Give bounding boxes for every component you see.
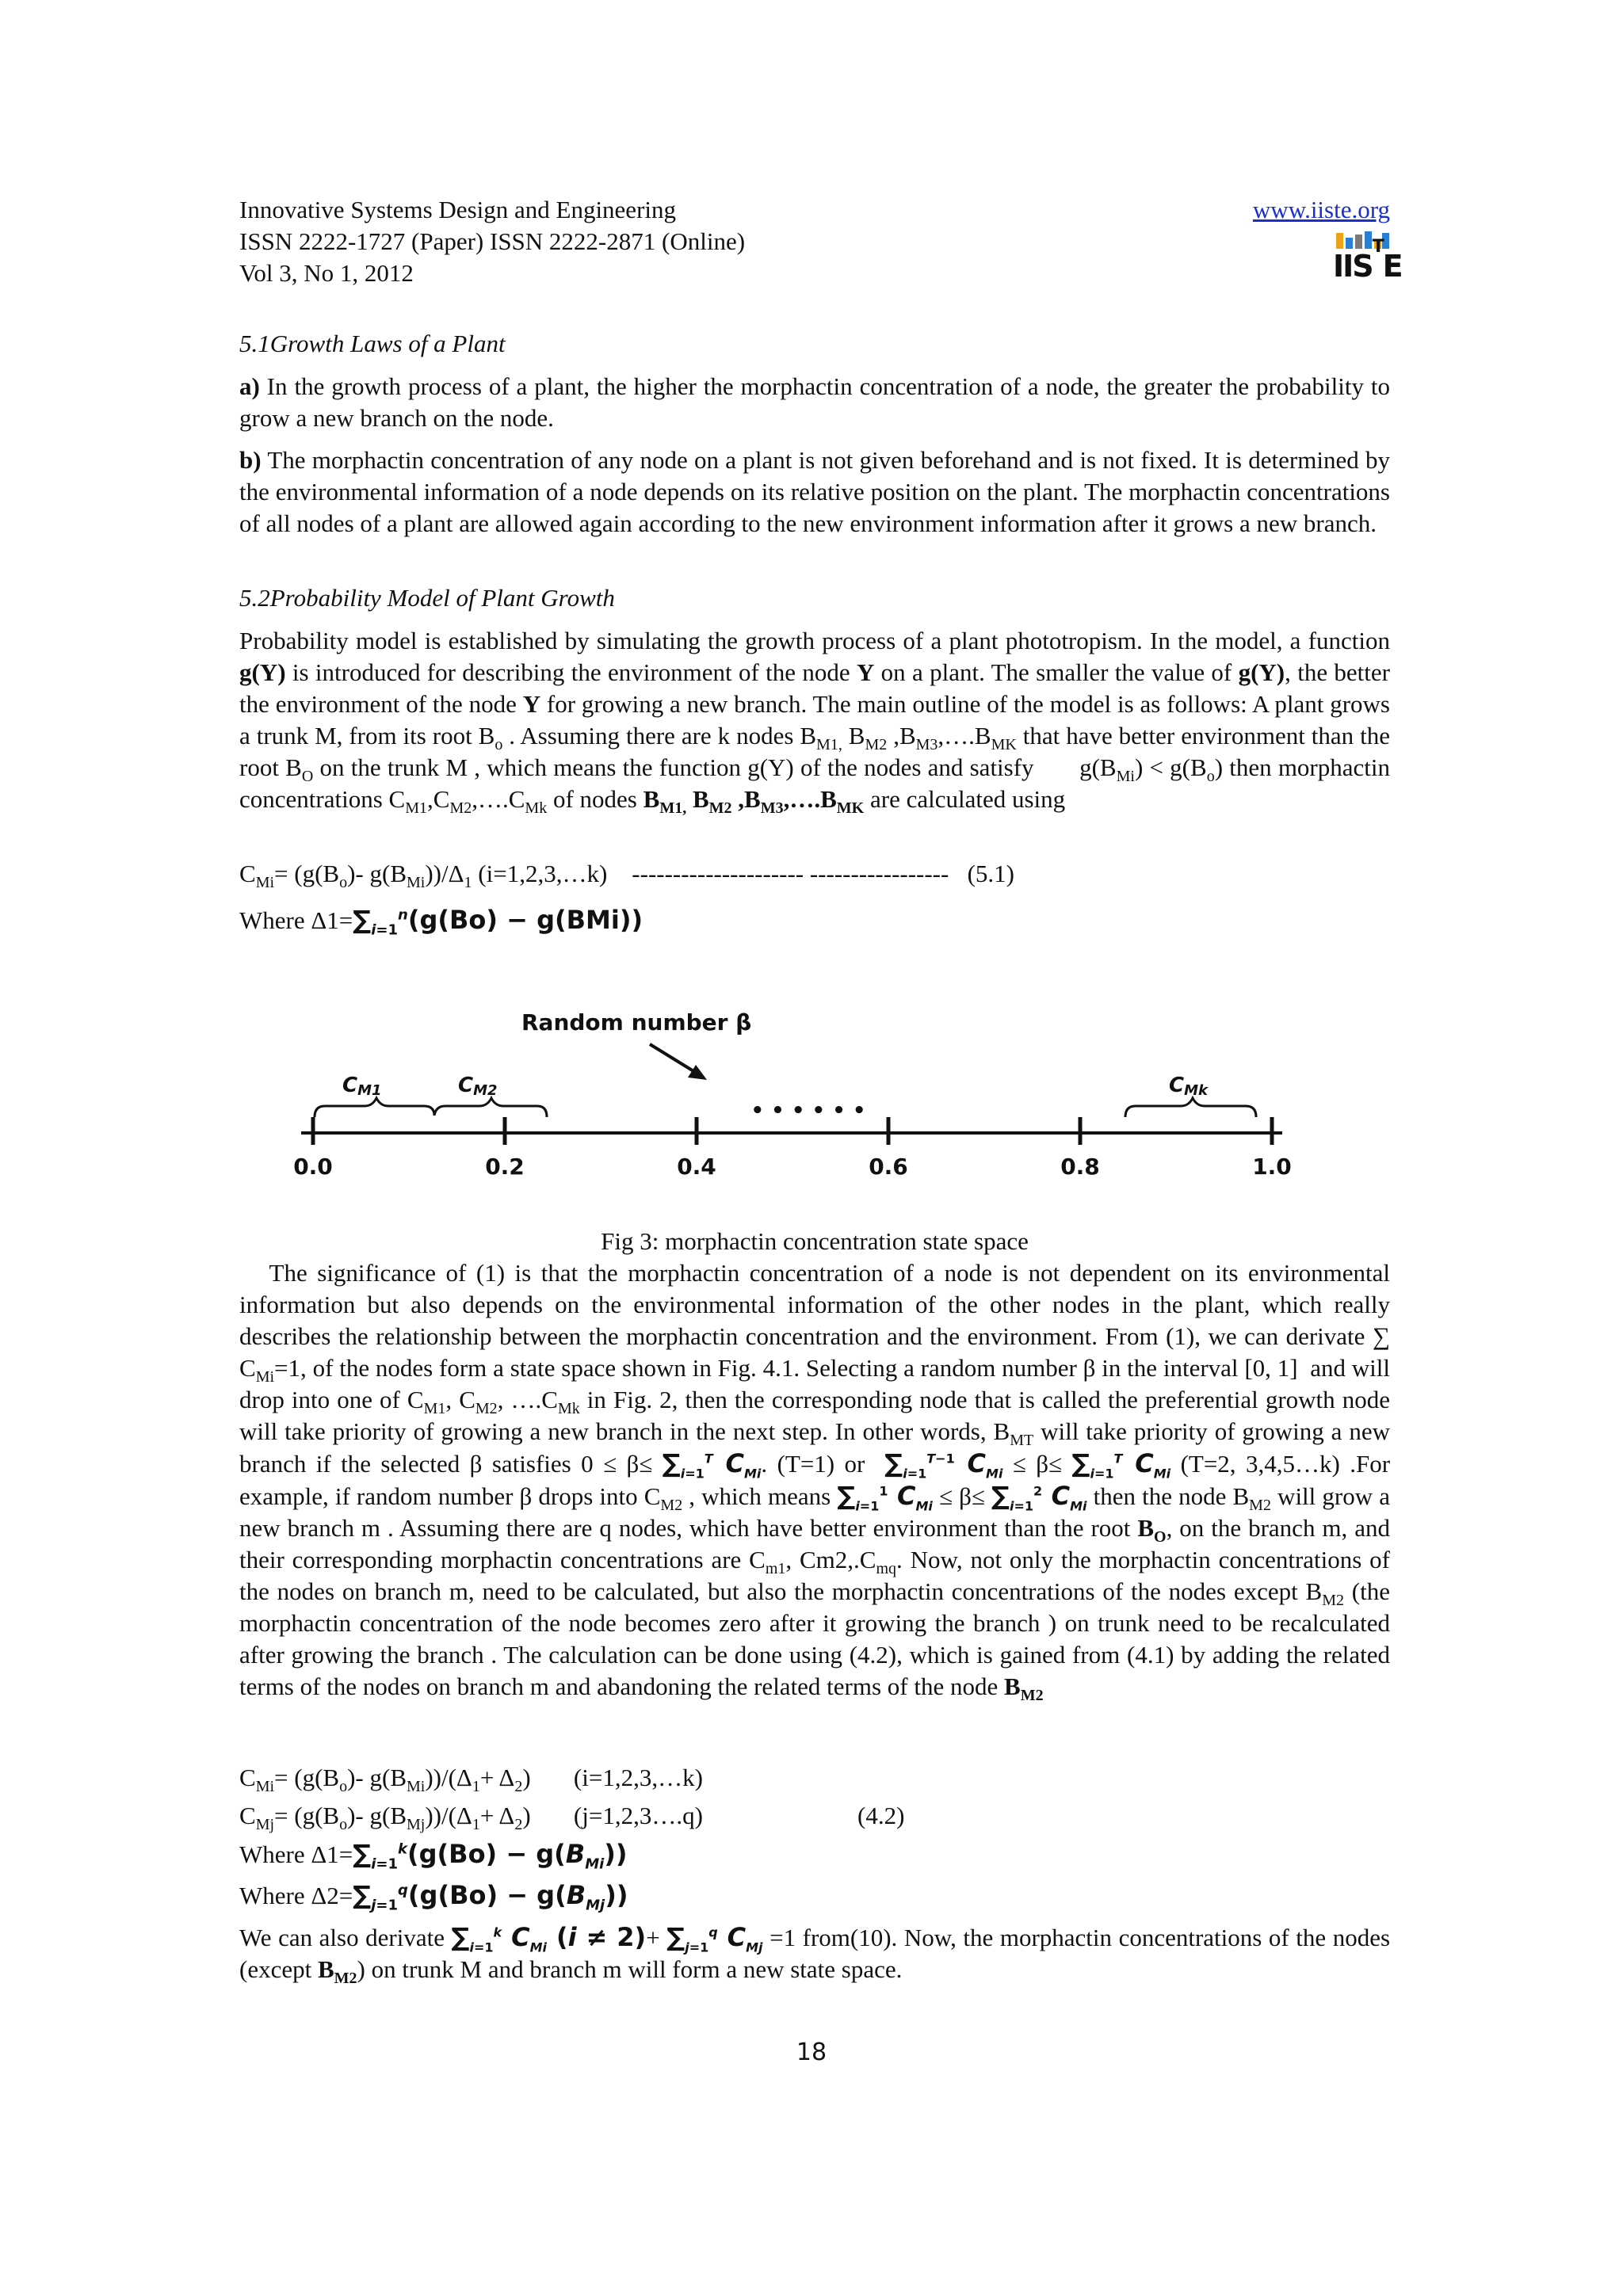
equation-4-2-line1: $C_{Mi}= (g(B_o)-$ $g(B_{Mi}))/(\Delta_1+ \Delta_2)$ (i=1,2,3,…k) [239,1764,703,1796]
brace-cm1 [315,1098,434,1117]
state-space-figure [269,998,1323,1204]
logo-wordmark: $IIS^TE$ [1333,237,1402,284]
journal-title: Innovative Systems Design and Engineering [239,196,677,223]
axis-tick-label: 0.2 [485,1154,525,1180]
cm2-label: CM2 [458,1074,498,1099]
equation-tag-4-2: (4.2) [857,1802,905,1829]
label-b: b) [239,446,262,474]
ellipsis-dots: • • • • • • [750,1099,866,1123]
equation-4-2-line2: $C_{Mj}= (g(B_o)-$ $g(B_{Mj}))/(\Delta_1+ \Delta_2)$ (j=1,2,3….q) (4.2) [239,1802,905,1834]
section-heading-5-2: 5.2Probability Model of Plant Growth [239,584,615,612]
sum-formula-delta1-k: $\sum_{i=1}^k(g(Bo) - g(B_{Mi}))$ [353,1839,628,1873]
paragraph-significance: The significance of (1) is that the morphactin concentration of a node is not dependent on its environmental information but also depends on the environmental information of the other nodes in the plant, which really describes the relationship between the morphactin concentration and the environment. From (1), we can derivate ∑ $C_{Mi}=1$, of the nodes form a state space shown in Fig. 4.1. Selecting a random number β in the interval [0, 1] and will drop into one of $C_{M1}$, $C_{M2}$, $\dots.C_{Mk}$ in Fig. 2, then the corresponding node that is called the preferential growth node will take priority of growing a new branch in the next step. In other words, $B_{MT}$ will take priority of growing a new branch if the selected β satisfies $0 \le \beta\le \sum_{i=1}^T$ $C_{Mi}$. (T=1) or $\sum_{i=1}^{T-1}$ $C_{Mi} \le \beta\le \sum_{i=1}^T$ $C_{Mi}$ (T=2, 3,4,5…k) .For example, if random number β drops into $C_{M2}$ , which means $\sum_{i=1}^1$ $C_{Mi} \le \beta\le \sum_{i=1}^2$ $C_{Mi}$ then the node $B_{M2}$ will grow a new branch m . Assuming there are q nodes, which have better environment than the root $B_O$, on the branch m, and their corresponding morphactin concentrations are $C_{m1}$, $Cm2,.C_{mq}$. Now, not only the morphactin concentrations of the nodes on branch m, need to be calculated, but also the morphactin concentrations of the nodes except $B_{M2}$ (the morphactin concentration of the node becomes zero after it growing the branch ) on trunk need to be recalculated after growing the branch . The calculation can be done using (4.2), which is gained from (4.1) by adding the related terms of the nodes on branch m and abandoning the related terms of the node $B_{M2}$ [239,1259,1391,1705]
axis-tick-label: 0.4 [677,1154,716,1180]
label-a: a) [239,372,260,400]
text-b: The morphactin concentration of any node on a plant is not given beforehand and is not fixed. It is determined by the environmental information of a node depends on its relative position on the plant. The morphactin concentrations of all nodes of a plant are allowed again according to the new environment information after it grows a new branch. [239,446,1390,537]
cmk-label: CMk [1169,1074,1208,1099]
brace-cm2 [434,1098,547,1117]
journal-url-link[interactable]: www.iiste.org [1252,196,1390,223]
sum-formula-delta1: $\sum_{i=1}^n(g(Bo) - g(BMi))$ [353,905,643,939]
arrow-head-icon [688,1065,707,1080]
page-number: 18 [796,2039,827,2066]
paragraph-model: Probability model is established by simulating the growth process of a plant phototropism. In the model, a function g(Y) is introduced for describing the environment of the node Y on a plant. The smaller the value of g(Y), the better the environment of the node Y for growing a new branch. The main outline of the model is as follows: A plant grows a trunk M, from its root $B_o$ . Assuming there are k nodes $B_{M1,}$ $B_{M2}$ $,B_{M3},\dots.B_{MK}$ that have better environment than the root $B_O$ on the trunk M , which means the function g(Y) of the nodes and satisfy $g(B_{Mi}) < g(B_o)$ then morphactin concentrations $C_{M1},C_{M2},\dots.C_{Mk}$ of nodes $B_{M1,}$ $B_{M2}$ $,B_{M3},\dots.B_{MK}$ are calculated using [239,627,1391,818]
where-delta1: Where $\Delta 1=\sum_{i=1}^n(g(Bo) - g(BMi))$ [239,905,643,939]
axis-tick-label: 0.8 [1060,1154,1100,1180]
brace-cmk [1125,1098,1256,1117]
where-delta1-b: Where $\Delta 1=\sum_{i=1}^k(g(Bo) - g(B_{Mi}))$ [239,1839,628,1873]
paragraph-a [239,371,1390,434]
equation-tag-5-1: (5.1) [967,860,1014,887]
paragraph-b [239,444,1390,540]
axis-tick-label: 0.6 [869,1154,908,1180]
section-heading-5-1: 5.1Growth Laws of a Plant [239,330,506,357]
axis-tick-label: 0.0 [293,1154,333,1180]
axis-tick-label: 1.0 [1252,1154,1292,1180]
random-number-label: Random number β [521,1009,752,1035]
figure-caption: Fig 3: morphactin concentration state space [601,1227,1029,1255]
paragraph-final: We can also derivate $\sum_{i=1}^k$ $C_{Mi}$ $(i \ne 2)+ \sum_{j=1}^q$ $C_{Mj} =1$ from(10). Now, the morphactin concentrations of the nodes (except $B_{M2}$) on trunk M and branch m will form a new state space. [239,1922,1391,1988]
random-number-arrow [650,1044,697,1074]
journal-issn: ISSN 2222-1727 (Paper) ISSN 2222-2871 (Online) [239,227,746,255]
equation-5-1: $C_{Mi}= (g(B_o)-$ $g(B_{Mi}))/\Delta_1$ (i=1,2,3,…k) --------------------- ----------------- (5.1) [239,860,1014,892]
axis-tick-labels [293,1154,1292,1180]
cm1-label: CM1 [342,1074,382,1099]
sum-formula-delta2: $\sum_{j=1}^q(g(Bo) - g(B_{Mj}))$ [353,1880,628,1914]
journal-header [239,194,1402,289]
iiste-logo [1333,230,1402,285]
where-delta2: Where $\Delta 2=\sum_{j=1}^q(g(Bo) - g(B_{Mj}))$ [239,1880,628,1914]
journal-volume: Vol 3, No 1, 2012 [239,259,414,287]
text-a: In the growth process of a plant, the higher the morphactin concentration of a node, the greater the probability to grow a new branch on the node. [239,372,1390,432]
